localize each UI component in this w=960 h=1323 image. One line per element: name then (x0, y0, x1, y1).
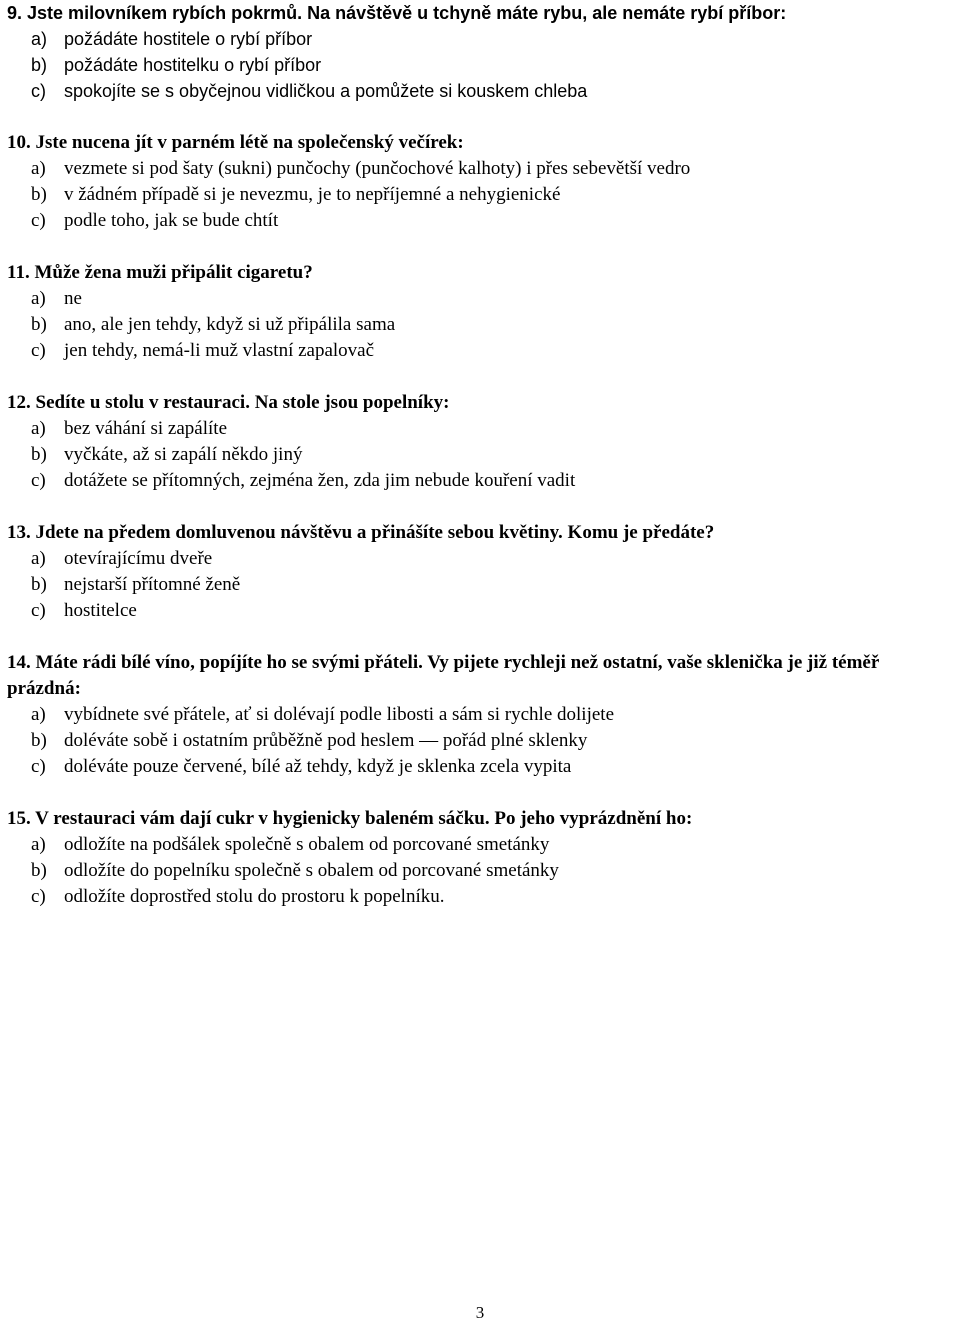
question-text: Může žena muži připálit cigaretu? (34, 262, 313, 283)
option-letter: b) (31, 730, 47, 751)
question-number: 13. (7, 522, 31, 543)
option-text: podle toho, jak se bude chtít (64, 210, 279, 231)
answer-option (7, 858, 957, 884)
option-letter: a) (31, 834, 46, 855)
question-text: Jdete na předem domluvenou návštěvu a přinášíte sebou květiny. Komu je předáte? (35, 522, 715, 543)
option-letter: b) (31, 314, 47, 335)
answer-option (7, 598, 957, 624)
question-title (7, 260, 957, 286)
option-text: požádáte hostitelku o rybí příbor (64, 55, 322, 75)
answer-option (7, 78, 957, 104)
option-text: dotážete se přítomných, zejména žen, zda jim nebude kouření vadit (64, 470, 576, 491)
question-title (7, 390, 957, 416)
answer-option (7, 728, 957, 754)
option-text: otevírajícímu dveře (64, 548, 213, 569)
question-title (7, 130, 957, 156)
option-text: odložíte doprostřed stolu do prostoru k popelníku. (64, 886, 445, 907)
document-body (7, 0, 957, 936)
option-letter: c) (31, 81, 46, 101)
answer-option (7, 156, 957, 182)
option-letter: c) (31, 210, 46, 231)
answer-option (7, 286, 957, 312)
option-text: vybídnete své přátele, ať si dolévají podle libosti a sám si rychle dolijete (64, 704, 614, 725)
option-letter: c) (31, 600, 46, 621)
question-text: Jste milovníkem rybích pokrmů. Na návštěvě u tchyně máte rybu, ale nemáte rybí příbor: (27, 3, 787, 23)
option-text: vezmete si pod šaty (sukni) punčochy (punčochové kalhoty) i přes sebevětší vedro (64, 158, 691, 179)
option-letter: b) (31, 444, 47, 465)
option-letter: a) (31, 29, 48, 49)
question-title (7, 650, 957, 702)
question-number: 12. (7, 392, 31, 413)
option-letter: c) (31, 470, 46, 491)
answer-option (7, 754, 957, 780)
question-title (7, 806, 957, 832)
option-text: nejstarší přítomné ženě (64, 574, 241, 595)
option-text: spokojíte se s obyčejnou vidličkou a pomůžete si kouskem chleba (64, 81, 588, 101)
option-text: odložíte na podšálek společně s obalem od porcované smetánky (64, 834, 550, 855)
question-number: 15. (7, 808, 31, 829)
answer-option (7, 182, 957, 208)
answer-option (7, 416, 957, 442)
option-text: jen tehdy, nemá-li muž vlastní zapalovač (64, 340, 375, 361)
option-text: doléváte sobě i ostatním průběžně pod heslem — pořád plné sklenky (64, 730, 588, 751)
question-text: Jste nucena jít v parném létě na společenský večírek: (35, 132, 464, 153)
question-number: 11. (7, 262, 30, 283)
answer-option (7, 312, 957, 338)
option-text: hostitelce (64, 600, 137, 621)
answer-option (7, 26, 957, 52)
question-10 (7, 130, 957, 234)
answer-option (7, 546, 957, 572)
answer-option (7, 442, 957, 468)
question-number: 14. (7, 652, 31, 673)
option-letter: a) (31, 288, 46, 309)
question-14 (7, 650, 957, 780)
option-letter: b) (31, 55, 48, 75)
question-11 (7, 260, 957, 364)
question-13 (7, 520, 957, 624)
option-letter: c) (31, 886, 46, 907)
answer-option (7, 338, 957, 364)
question-text: V restauraci vám dají cukr v hygienicky baleném sáčku. Po jeho vyprázdnění ho: (35, 808, 693, 829)
answer-option (7, 832, 957, 858)
option-letter: a) (31, 704, 46, 725)
option-letter: b) (31, 184, 47, 205)
option-text: vyčkáte, až si zapálí někdo jiný (64, 444, 303, 465)
option-letter: a) (31, 418, 46, 439)
answer-option (7, 884, 957, 910)
answer-option (7, 468, 957, 494)
option-text: požádáte hostitele o rybí příbor (64, 29, 313, 49)
option-text: doléváte pouze červené, bílé až tehdy, když je sklenka zcela vypita (64, 756, 572, 777)
option-letter: a) (31, 548, 46, 569)
option-letter: a) (31, 158, 46, 179)
option-letter: b) (31, 860, 47, 881)
answer-option (7, 208, 957, 234)
option-text: ne (64, 288, 82, 309)
option-text: odložíte do popelníku společně s obalem od porcované smetánky (64, 860, 559, 881)
question-number: 9. (7, 3, 23, 23)
option-text: v žádném případě si je nevezmu, je to nepříjemné a nehygienické (64, 184, 561, 205)
question-text: Sedíte u stolu v restauraci. Na stole jsou popelníky: (35, 392, 450, 413)
question-15 (7, 806, 957, 910)
page-number: 3 (475, 1303, 485, 1322)
question-text: Máte rádi bílé víno, popíjíte ho se svými přáteli. Vy pijete rychleji než ostatní, vaše sklenička je již téměř prázdná: (7, 652, 880, 699)
option-letter: c) (31, 756, 46, 777)
option-text: ano, ale jen tehdy, když si už připálila sama (64, 314, 396, 335)
question-number: 10. (7, 132, 31, 153)
answer-option (7, 702, 957, 728)
question-9 (7, 0, 957, 104)
option-letter: b) (31, 574, 47, 595)
question-title (7, 520, 957, 546)
question-title (7, 0, 957, 26)
answer-option (7, 52, 957, 78)
answer-option (7, 572, 957, 598)
question-12 (7, 390, 957, 494)
option-text: bez váhání si zapálíte (64, 418, 228, 439)
option-letter: c) (31, 340, 46, 361)
